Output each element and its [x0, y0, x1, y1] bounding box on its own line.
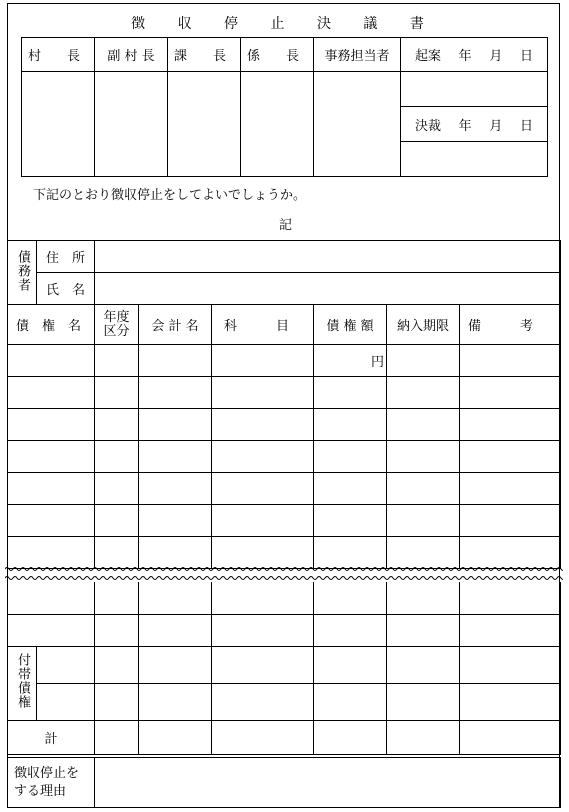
reason-field[interactable]	[95, 758, 561, 809]
total-label: 計	[8, 720, 95, 754]
col-claim-name: 債 権 名	[8, 305, 95, 345]
table-row	[8, 614, 561, 646]
col-subject: 科 目	[212, 305, 314, 345]
header-deputy-head: 副 村 長	[95, 38, 168, 72]
header-subsection-chief: 係 長	[241, 38, 314, 72]
table-row	[8, 646, 561, 683]
col-amount: 債 権 額	[314, 305, 387, 345]
table-row	[8, 505, 561, 537]
table-row	[8, 377, 561, 409]
claims-table-upper	[7, 304, 561, 569]
col-year-division: 年度 区分	[95, 305, 139, 345]
sub-claim-label: 付帯債権	[8, 646, 37, 720]
amount-cell[interactable]	[314, 345, 387, 377]
header-section-chief: 課 長	[168, 38, 241, 72]
stamp-subsection-chief[interactable]	[241, 72, 314, 177]
draft-date-field[interactable]	[401, 72, 548, 107]
debtor-table	[7, 240, 561, 305]
table-row	[8, 441, 561, 473]
due-cell[interactable]	[387, 345, 460, 377]
address-label: 住 所	[37, 241, 95, 273]
total-row	[8, 720, 561, 754]
remarks-cell[interactable]	[460, 345, 561, 377]
table-row	[8, 345, 561, 377]
col-account-name: 会 計 名	[139, 305, 212, 345]
table-row	[8, 473, 561, 505]
table-row	[8, 409, 561, 441]
stamp-village-head[interactable]	[22, 72, 95, 177]
stamp-staff-in-charge[interactable]	[314, 72, 401, 177]
draft-date-label: 起案 年 月 日	[401, 38, 548, 72]
stamp-deputy-head[interactable]	[95, 72, 168, 177]
table-row	[8, 683, 561, 720]
claim-name-cell[interactable]	[8, 345, 95, 377]
col-due-date: 納入期限	[387, 305, 460, 345]
name-field[interactable]	[95, 273, 561, 305]
table-row	[8, 582, 561, 614]
ki-label: 記	[279, 218, 293, 233]
decision-date-field[interactable]	[401, 142, 548, 177]
address-field[interactable]	[95, 241, 561, 273]
form-title: 徴 収 停 止 決 議 書	[131, 16, 438, 32]
reason-label: 徴収停止を する理由	[8, 758, 95, 809]
header-village-head: 村 長	[22, 38, 95, 72]
debtor-group-label: 債務者	[8, 241, 37, 305]
intro-text: 下記のとおり徴収停止をしてよいでしょうか。	[33, 188, 307, 203]
col-remarks: 備 考	[460, 305, 561, 345]
stamp-section-chief[interactable]	[168, 72, 241, 177]
name-label: 氏 名	[37, 273, 95, 305]
approval-table	[21, 37, 548, 177]
reason-table	[7, 757, 561, 808]
yen-unit: 円	[370, 355, 384, 370]
year-cell[interactable]	[95, 345, 139, 377]
decision-date-label: 決裁 年 月 日	[401, 107, 548, 142]
subject-cell[interactable]	[212, 345, 314, 377]
claims-table-lower	[7, 582, 561, 755]
header-staff-in-charge: 事務担当者	[314, 38, 401, 72]
account-cell[interactable]	[139, 345, 212, 377]
